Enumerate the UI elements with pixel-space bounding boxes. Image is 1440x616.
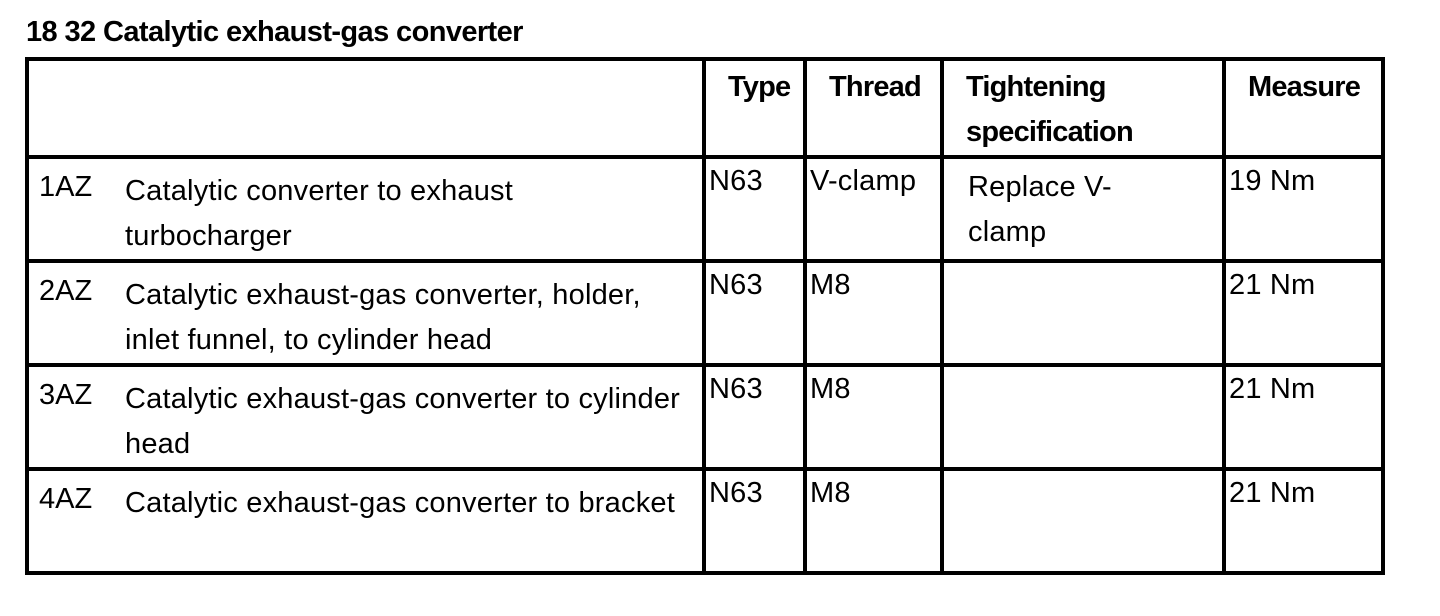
header-thread <box>805 59 942 157</box>
type-value: N63 <box>709 269 763 301</box>
position-number: 4AZ <box>39 483 93 515</box>
torque-spec-table <box>25 57 1385 575</box>
thread-cell <box>805 365 942 469</box>
table-row <box>27 469 1383 573</box>
description-text: Catalytic exhaust-gas converter to bracket <box>125 487 675 519</box>
measure-value: 21 Nm <box>1229 477 1316 509</box>
header-measure-label: Measure <box>1248 71 1361 103</box>
measure-cell <box>1224 365 1383 469</box>
description-cell <box>27 157 704 261</box>
description-cell <box>27 365 704 469</box>
type-value: N63 <box>709 165 763 197</box>
measure-value: 21 Nm <box>1229 269 1316 301</box>
position-number: 1AZ <box>39 171 93 203</box>
thread-value: V-clamp <box>810 165 917 197</box>
tightening-cell <box>942 157 1224 261</box>
header-type-label: Type <box>728 71 791 103</box>
type-cell <box>704 365 805 469</box>
document-title: 18 32 Catalytic exhaust-gas converter <box>26 16 523 48</box>
position-number: 3AZ <box>39 379 93 411</box>
thread-value: M8 <box>810 269 851 301</box>
description-text: Catalytic exhaust-gas converter to cylinder head <box>125 383 681 460</box>
measure-cell <box>1224 469 1383 573</box>
header-description <box>27 59 704 157</box>
thread-value: M8 <box>810 477 851 509</box>
tightening-cell <box>942 261 1224 365</box>
description-cell <box>27 261 704 365</box>
thread-cell <box>805 261 942 365</box>
measure-cell <box>1224 261 1383 365</box>
type-cell <box>704 261 805 365</box>
thread-value: M8 <box>810 373 851 405</box>
tightening-cell <box>942 365 1224 469</box>
position-number: 2AZ <box>39 275 93 307</box>
description-text: Catalytic converter to exhaust turbocharger <box>125 175 514 252</box>
header-tightening <box>942 59 1224 157</box>
type-value: N63 <box>709 477 763 509</box>
thread-cell <box>805 157 942 261</box>
measure-cell <box>1224 157 1383 261</box>
table-row <box>27 261 1383 365</box>
tightening-value <box>944 471 1222 477</box>
header-tightening-label: Tightening specification <box>966 71 1133 148</box>
tightening-value <box>944 263 1222 269</box>
tightening-value: Replace V-clamp <box>968 171 1112 248</box>
tightening-value <box>944 367 1222 373</box>
measure-value: 19 Nm <box>1229 165 1316 197</box>
table-header-row <box>27 59 1383 157</box>
type-cell <box>704 469 805 573</box>
type-value: N63 <box>709 373 763 405</box>
header-type <box>704 59 805 157</box>
header-measure <box>1224 59 1383 157</box>
thread-cell <box>805 469 942 573</box>
tightening-cell <box>942 469 1224 573</box>
description-text: Catalytic exhaust-gas converter, holder, inlet funnel, to cylinder head <box>125 279 641 356</box>
measure-value: 21 Nm <box>1229 373 1316 405</box>
description-cell <box>27 469 704 573</box>
header-thread-label: Thread <box>829 71 921 103</box>
table-row <box>27 157 1383 261</box>
table-row <box>27 365 1383 469</box>
type-cell <box>704 157 805 261</box>
